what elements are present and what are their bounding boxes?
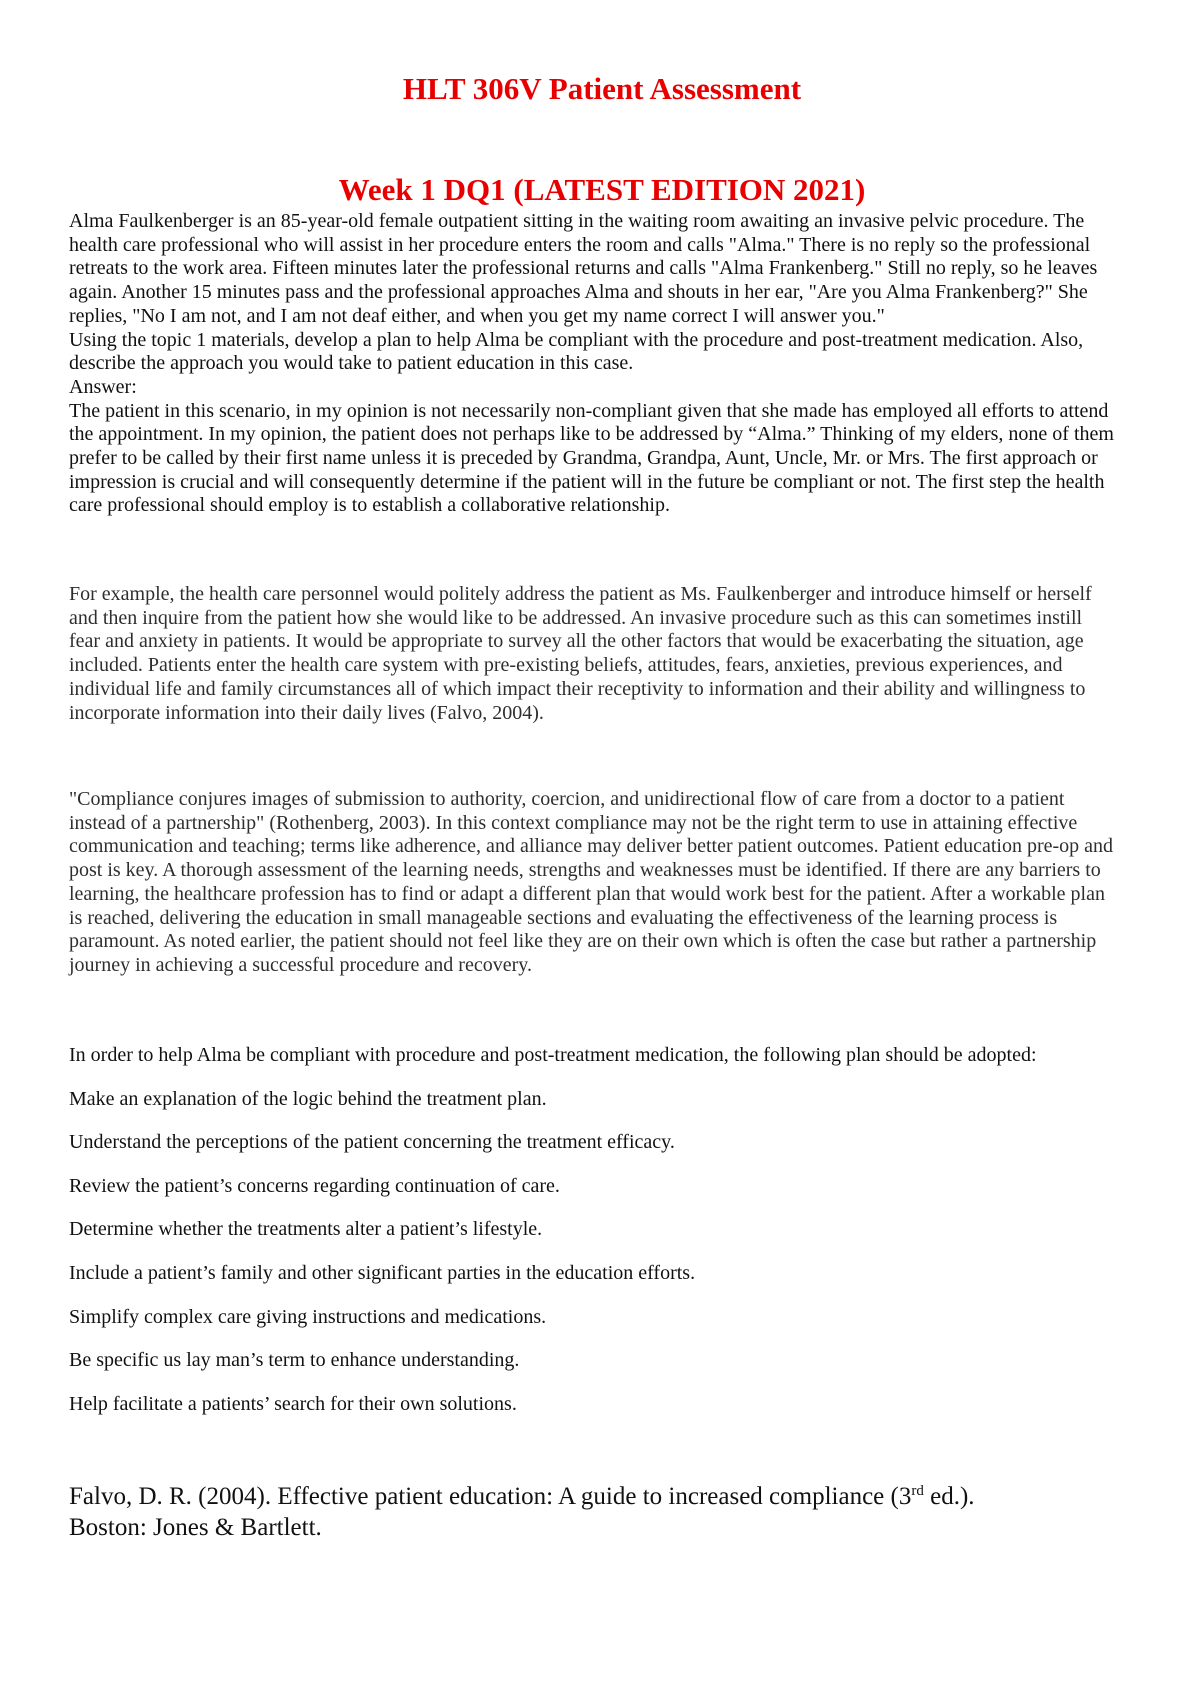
text-line: "Compliance conjures images of submission to authority, coercion, and unidirectional flow of care from a doctor to a patient [69, 788, 1065, 810]
plan-item: Include a patient’s family and other significant parties in the education efforts. [69, 1261, 696, 1284]
reference-superscript: rd [911, 1483, 924, 1499]
document-subtitle: Week 1 DQ1 (LATEST EDITION 2021) [338, 172, 866, 207]
paragraph-compliance [69, 788, 1113, 978]
plan-item: Be specific us lay man’s term to enhance understanding. [69, 1349, 520, 1372]
plan-item: Make an explanation of the logic behind the treatment plan. [69, 1087, 547, 1110]
reference [69, 1481, 975, 1543]
text-line: Alma Faulkenberger is an 85-year-old female outpatient sitting in the waiting room awaiting an invasive pelvic procedure. The [69, 210, 1085, 232]
text-line: post is key. A thorough assessment of the learning needs, strengths and weaknesses must be identified. If there are any barriers to [69, 859, 1101, 882]
text-line: communication and teaching; terms like adherence, and alliance may deliver better patient outcomes. Patient education pre-op and [69, 835, 1114, 858]
text-line: and then inquire from the patient how she would like to be addressed. An invasive procedure such as this can sometimes instill [69, 606, 1083, 629]
reference-text-end: ed.). [923, 1483, 975, 1510]
text-line: describe the approach you would take to patient education in this case. [69, 352, 634, 375]
plan-section [69, 1043, 1037, 1435]
plan-item: Review the patient’s concerns regarding continuation of care. [69, 1174, 560, 1197]
text-line: again. Another 15 minutes pass and the professional approaches Alma and shouts in her ear, "Are you Alma Frankenberg?" She [69, 281, 1088, 304]
text-line: is reached, delivering the education in small manageable sections and evaluating the effectiveness of the learning process is [69, 906, 1058, 929]
text-line: fear and anxiety in patients. It would be appropriate to survey all the other factors that would be exacerbating the situation, age [69, 630, 1084, 653]
text-line: the appointment. In my opinion, the patient does not perhaps like to be addressed by “Alma.” Thinking of my elders, none of them [69, 423, 1114, 446]
text-line: For example, the health care personnel would politely address the patient as Ms. Faulkenberger and introduce himself or herself [69, 583, 1092, 605]
text-line: journey in achieving a successful procedure and recovery. [69, 953, 532, 976]
document-title: HLT 306V Patient Assessment [402, 71, 802, 106]
prompt-and-answer [69, 210, 1114, 518]
plan-item: Determine whether the treatments alter a patient’s lifestyle. [69, 1218, 543, 1241]
text-line: health care professional who will assist in her procedure enters the room and calls "Alma." There is no reply so the professional [69, 233, 1091, 256]
reference-text: Falvo, D. R. (2004). Effective patient education: A guide to increased compliance (3 [69, 1483, 912, 1510]
text-line: replies, "No I am not, and I am not deaf either, and when you get my name correct I will answer you." [69, 304, 885, 327]
plan-item: Help facilitate a patients’ search for their own solutions. [69, 1392, 517, 1415]
text-line: care professional should employ is to establish a collaborative relationship. [69, 494, 670, 517]
text-line: Using the topic 1 materials, develop a plan to help Alma be compliant with the procedure and post-treatment medication. Also, [69, 328, 1084, 351]
text-line: individual life and family circumstances all of which impact their receptivity to information and their ability and willingness to [69, 677, 1086, 700]
text-line: prefer to be called by their first name unless it is preceded by Grandma, Grandpa, Aunt, Uncle, Mr. or Mrs. The first approach or [69, 447, 1098, 470]
plan-intro: In order to help Alma be compliant with procedure and post-treatment medication, the following plan should be adopted: [69, 1044, 1037, 1066]
text-line: instead of a partnership" (Rothenberg, 2003). In this context compliance may not be the right term to use in attaining effective [69, 811, 1078, 834]
text-line: retreats to the work area. Fifteen minutes later the professional returns and calls "Alma Frankenberg." Still no reply, so he leaves [69, 257, 1098, 280]
text-line: paramount. As noted earlier, the patient should not feel like they are on their own which is often the case but rather a partnership [69, 930, 1097, 953]
text-line: Answer: [69, 375, 137, 398]
text-line: learning, the healthcare profession has to find or adapt a different plan that would work best for the patient. After a workable plan [69, 882, 1105, 905]
reference-line-1 [69, 1481, 975, 1512]
text-line: incorporate information into their daily lives (Falvo, 2004). [69, 701, 544, 724]
plan-item: Simplify complex care giving instructions and medications. [69, 1305, 547, 1328]
text-line: impression is crucial and will consequently determine if the patient will in the future be compliant or not. The first step the health [69, 470, 1105, 493]
paragraph-example [69, 583, 1092, 725]
plan-item: Understand the perceptions of the patient concerning the treatment efficacy. [69, 1131, 675, 1154]
text-line: included. Patients enter the health care system with pre-existing beliefs, attitudes, fears, anxieties, previous experiences, and [69, 654, 1063, 677]
text-line: The patient in this scenario, in my opinion is not necessarily non-compliant given that she made has employed all efforts to attend [69, 399, 1109, 422]
reference-line-2: Boston: Jones & Bartlett. [69, 1514, 322, 1541]
